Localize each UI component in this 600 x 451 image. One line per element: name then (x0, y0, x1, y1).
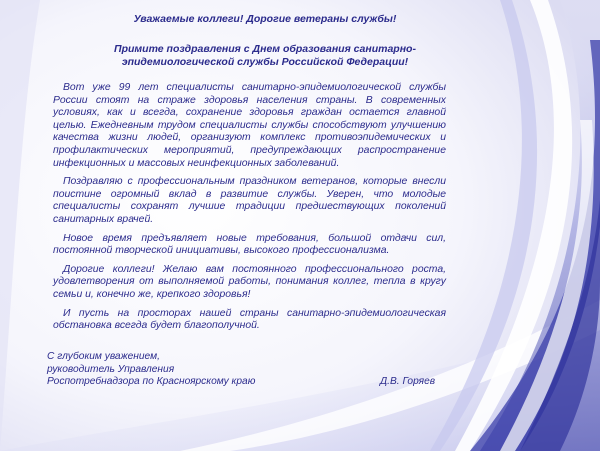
greeting-heading: Уважаемые коллеги! Дорогие ветераны службы! (133, 13, 397, 25)
subtitle-line-1: Примите поздравления с Днем образования санитарно- (114, 43, 416, 55)
paragraph-2: Поздравляю с профессиональным праздником ветеранов, которые внесли поистине огромный вклад в развитие службы. Уверен, что молодые специалисты сохранят лучшие традиции предшествующих поколений санитарных врачей. (53, 176, 446, 225)
paragraph-5: И пусть на просторах нашей страны санитарно-эпидемиологическая обстановка всегда будет благополучной. (53, 307, 446, 332)
letter-body (53, 82, 446, 339)
paragraph-3: Новое время предъявляет новые требования, большой отдачи сил, постоянной творческой инициативы, высокого профессионализма. (53, 232, 446, 257)
signer-name: Д.В. Горяев (380, 376, 436, 387)
signature-line-3: Роспотребнадзора по Красноярскому краю (47, 376, 256, 388)
signature-line-1: С глубоким уважением, (47, 351, 160, 362)
subtitle-line-2: эпидемиологической службы Российской Федерации! (121, 55, 409, 68)
subtitle-heading (40, 43, 490, 68)
paragraph-1: Вот уже 99 лет специалисты санитарно-эпидемиологической службы России стоят на страже здоровья населения страны. В современных условиях, как и всегда, сохранение здоровья граждан остается главной целью. Ежедневным трудом специалисты службы способствуют улучшению качества жизни людей, организуют комплекс противоэпидемических и профилактических мероприятий, предупреждающих распространение инфекционных и массовых неинфекционных заболеваний. (53, 82, 446, 169)
signature-line-2: руководитель Управления (47, 363, 175, 375)
paragraph-4: Дорогие коллеги! Желаю вам постоянного профессионального роста, удовлетворения от выполняемой работы, понимания коллег, тепла в кругу семьи и, конечно же, крепкого здоровья! (53, 263, 446, 300)
signature-block (47, 351, 467, 389)
